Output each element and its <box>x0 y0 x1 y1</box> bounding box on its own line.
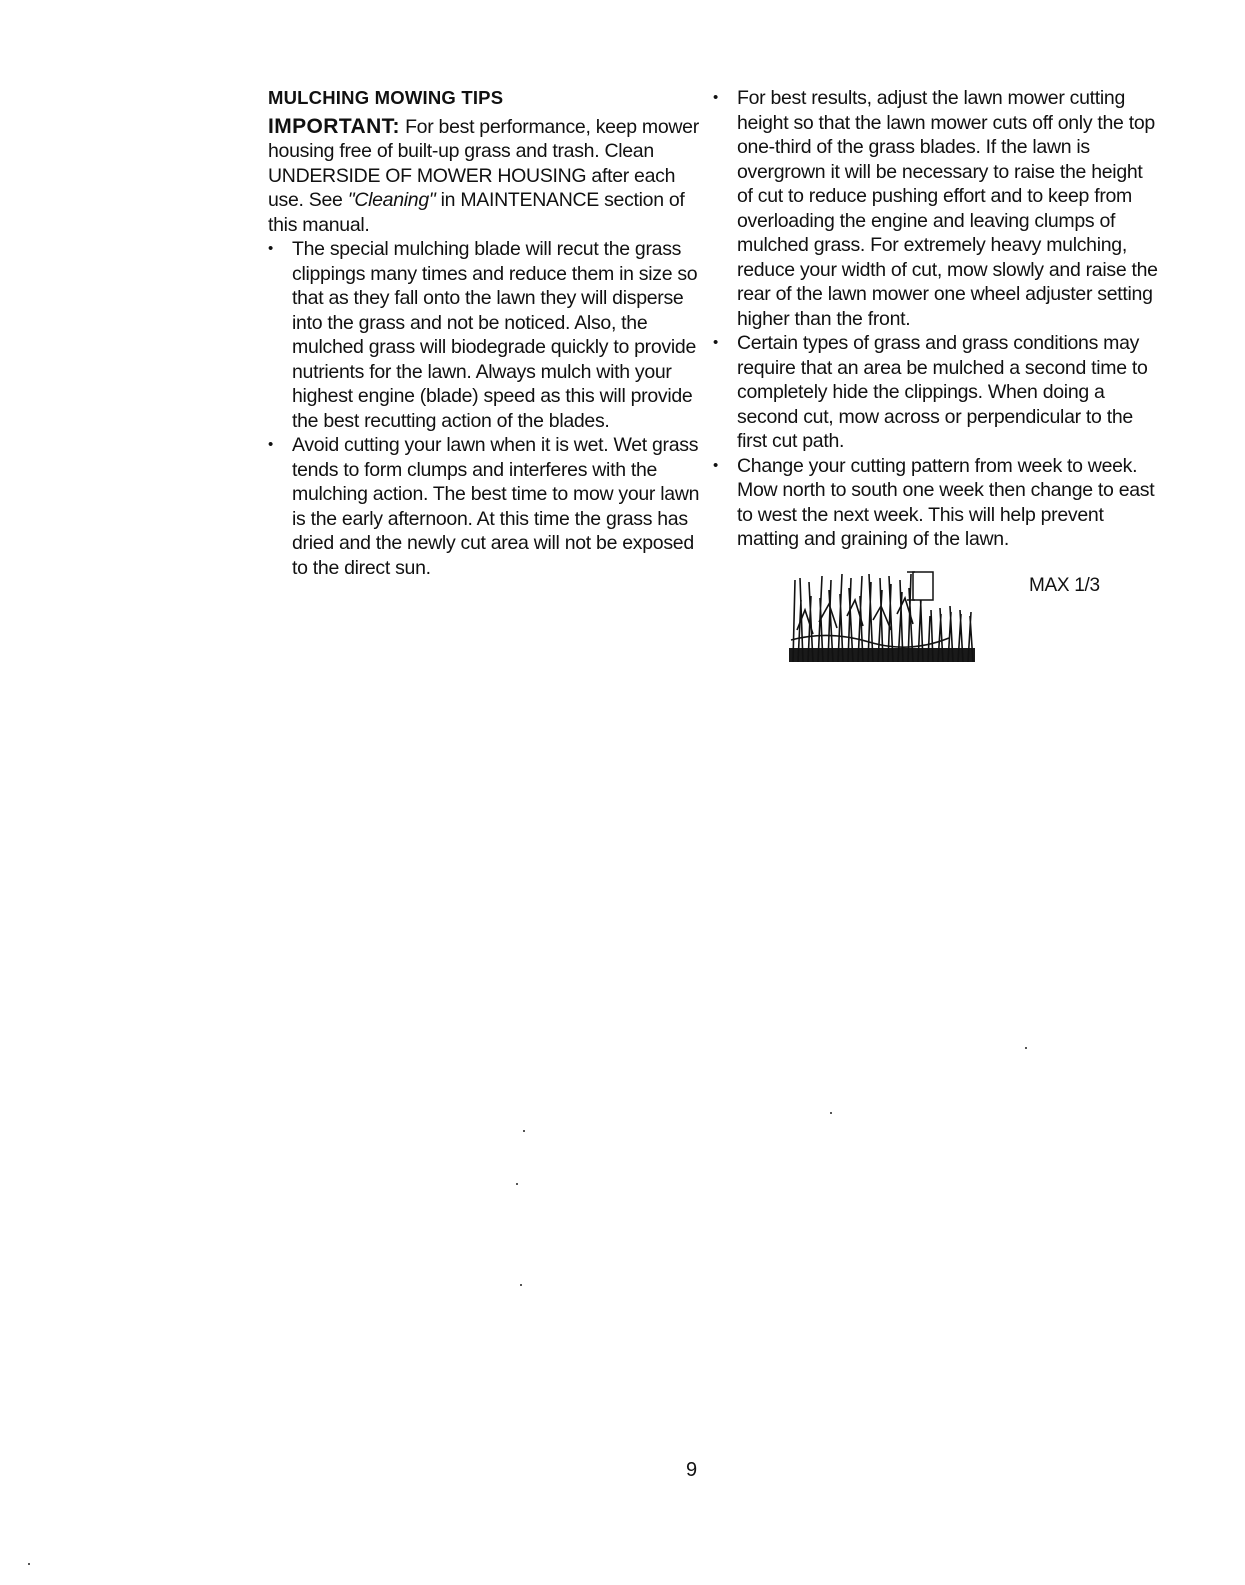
important-text-end: in MAINTENANCE section of this manual. <box>268 189 685 236</box>
bullet-avoid-wet-lawn: • Avoid cutting your lawn when it is wet. Wet grass tends to form clumps and interferes with the mulching action. The best time to mow your lawn is the early afternoon. At this time the grass has dried and the newly cut area will not be exposed to the direct sun. <box>268 433 708 580</box>
scan-speck <box>28 1563 30 1565</box>
left-bullet-list <box>268 237 708 580</box>
max-cut-label: MAX 1/3 <box>1029 574 1100 596</box>
bullet-mulching-blade: • The special mulching blade will recut the grass clippings many times and reduce them in size so that as they fall onto the lawn they will disperse into the grass and not be noticed. Also, the mulched grass will biodegrade quickly to provide nutrients for the lawn. Always mulch with your highest engine (blade) speed as this will provide the best recutting action of the blades. <box>268 237 708 433</box>
scan-speck <box>516 1183 518 1185</box>
cleaning-reference: "Cleaning" <box>347 189 436 211</box>
scan-speck <box>830 1112 832 1114</box>
right-column <box>713 86 1163 664</box>
bullet-cutting-height: • For best results, adjust the lawn mower cutting height so that the lawn mower cuts off only the top one-third of the grass blades. If the lawn is overgrown it will be necessary to raise the height of cut to reduce pushing effort and to keep from overloading the engine and leaving clumps of mulched grass. For extremely heavy mulching, reduce your width of cut, mow slowly and raise the rear of the lawn mower one wheel adjuster setting higher than the front. <box>713 86 1163 331</box>
scan-speck <box>520 1284 522 1286</box>
left-column <box>268 86 708 580</box>
important-text: For best performance, keep mower housing free of built-up grass and trash. Clean UNDERSIDE OF MOWER HOUSING after each use. See <box>268 115 699 211</box>
grass-height-figure <box>789 564 1163 664</box>
scan-speck <box>523 1130 525 1132</box>
important-label: IMPORTANT: <box>268 114 400 138</box>
important-note <box>268 115 708 238</box>
right-bullet-list <box>713 86 1163 552</box>
page-number: 9 <box>686 1459 698 1481</box>
bullet-cutting-pattern: • Change your cutting pattern from week to week. Mow north to south one week then change to east to west the next week. This will help prevent matting and graining of the lawn. <box>713 454 1163 552</box>
scan-speck <box>1025 1047 1027 1049</box>
section-heading: MULCHING MOWING TIPS <box>268 87 504 108</box>
grass-illustration <box>789 570 979 662</box>
bullet-second-cut: • Certain types of grass and grass conditions may require that an area be mulched a second time to completely hide the clippings. When doing a second cut, mow across or perpendicular to the first cut path. <box>713 331 1163 454</box>
